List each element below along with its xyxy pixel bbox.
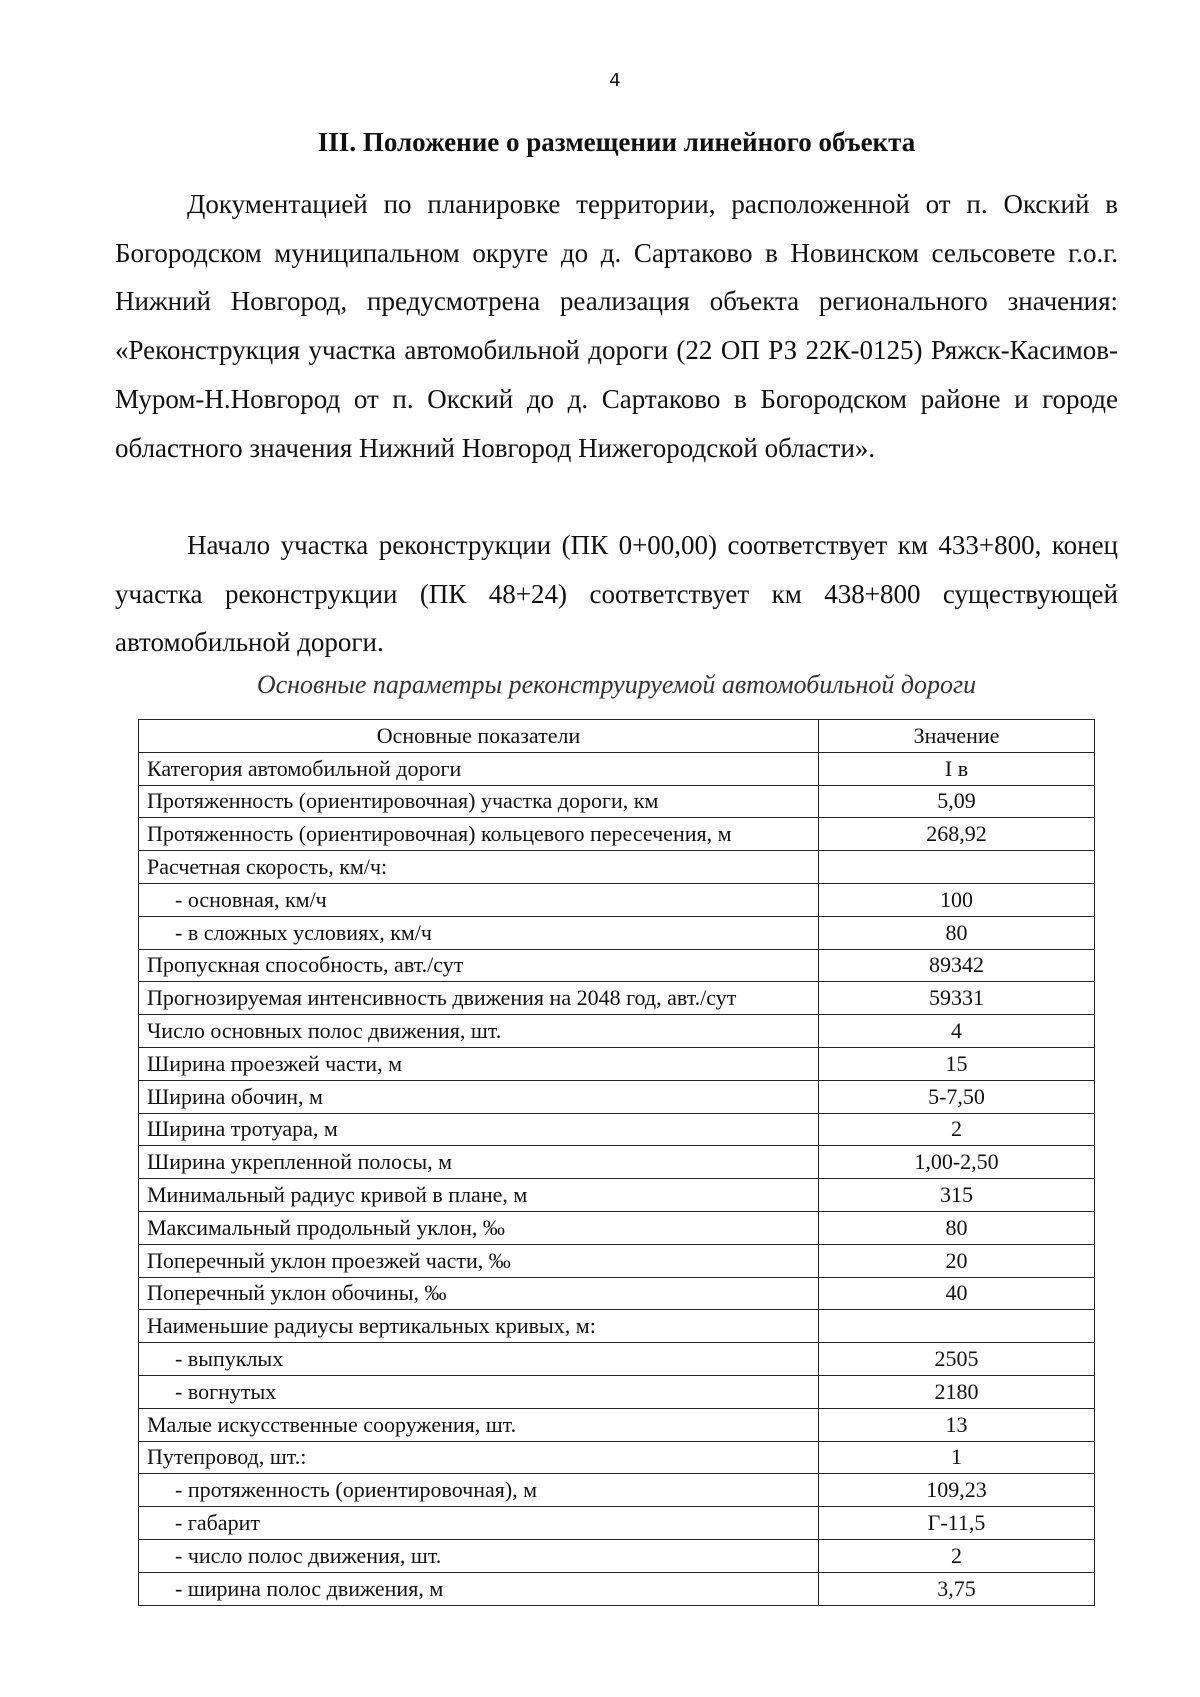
row-label: - ширина полос движения, м xyxy=(139,1572,819,1605)
row-value: 80 xyxy=(819,916,1095,949)
row-label: Категория автомобильной дороги xyxy=(139,752,819,785)
row-label: Ширина укрепленной полосы, м xyxy=(139,1146,819,1179)
row-label: - протяженность (ориентировочная), м xyxy=(139,1474,819,1507)
row-value: 13 xyxy=(819,1408,1095,1441)
row-label: - вогнутых xyxy=(139,1375,819,1408)
row-value: 100 xyxy=(819,883,1095,916)
page-number: 4 xyxy=(609,70,621,91)
header-value: Значение xyxy=(819,720,1095,753)
table-row xyxy=(139,1179,1095,1212)
row-value: 3,75 xyxy=(819,1572,1095,1605)
table-caption: Основные параметры реконструируемой автомобильной дороги xyxy=(256,670,977,699)
row-value: 15 xyxy=(819,1047,1095,1080)
row-value: 40 xyxy=(819,1277,1095,1310)
table-row xyxy=(139,818,1095,851)
table-row xyxy=(139,752,1095,785)
parameters-table xyxy=(138,719,1095,1606)
row-label: - габарит xyxy=(139,1507,819,1540)
row-value: 20 xyxy=(819,1244,1095,1277)
table-row xyxy=(139,1146,1095,1179)
row-value: 2505 xyxy=(819,1343,1095,1376)
row-value xyxy=(819,851,1095,884)
row-label: Число основных полос движения, шт. xyxy=(139,1015,819,1048)
table-row xyxy=(139,1507,1095,1540)
row-value: 5-7,50 xyxy=(819,1080,1095,1113)
paragraph-project-description: Документацией по планировке территории, расположенной от п. Окский в Богородском муниципальном округе до д. Сартаково в Новинском сельсовете г.о.г. Нижний Новгород, предусмотрена реализация объекта регионального значения: «Реконструкция участка автомобильной дороги (22 ОП РЗ 22К-0125) Ряжск-Касимов-Муром-Н.Новгород от п. Окский до д. Сартаково в Богородском районе и городе областного значения Нижний Новгород Нижегородской области». xyxy=(115,189,1118,463)
table-row xyxy=(139,1277,1095,1310)
row-label: Путепровод, шт.: xyxy=(139,1441,819,1474)
row-value: Г-11,5 xyxy=(819,1507,1095,1540)
row-label: Малые искусственные сооружения, шт. xyxy=(139,1408,819,1441)
row-value: 80 xyxy=(819,1211,1095,1244)
row-label: Минимальный радиус кривой в плане, м xyxy=(139,1179,819,1212)
table-row xyxy=(139,949,1095,982)
row-label: Поперечный уклон обочины, ‰ xyxy=(139,1277,819,1310)
row-value: I в xyxy=(819,752,1095,785)
row-value: 4 xyxy=(819,1015,1095,1048)
table-row xyxy=(139,1343,1095,1376)
table-row xyxy=(139,1244,1095,1277)
row-value: 2 xyxy=(819,1113,1095,1146)
table-row xyxy=(139,1375,1095,1408)
table-header-row xyxy=(139,720,1095,753)
row-label: - в сложных условиях, км/ч xyxy=(139,916,819,949)
row-value: 89342 xyxy=(819,949,1095,982)
table-row xyxy=(139,1113,1095,1146)
table-row xyxy=(139,1474,1095,1507)
table-row xyxy=(139,785,1095,818)
row-label: Прогнозируемая интенсивность движения на 2048 год, авт./сут xyxy=(139,982,819,1015)
table-row xyxy=(139,851,1095,884)
header-indicators: Основные показатели xyxy=(139,720,819,753)
row-label: Ширина тротуара, м xyxy=(139,1113,819,1146)
table-row xyxy=(139,1572,1095,1605)
row-label: Расчетная скорость, км/ч: xyxy=(139,851,819,884)
paragraph-section-limits: Начало участка реконструкции (ПК 0+00,00) соответствует км 433+800, конец участка реконструкции (ПК 48+24) соответствует км 438+800 существующей автомобильной дороги. xyxy=(115,530,1118,658)
row-label: Пропускная способность, авт./сут xyxy=(139,949,819,982)
table-row xyxy=(139,982,1095,1015)
table-body xyxy=(139,752,1095,1605)
row-value: 1 xyxy=(819,1441,1095,1474)
row-value: 1,00-2,50 xyxy=(819,1146,1095,1179)
row-value: 268,92 xyxy=(819,818,1095,851)
row-label: Протяженность (ориентировочная) кольцевого пересечения, м xyxy=(139,818,819,851)
row-label: - число полос движения, шт. xyxy=(139,1539,819,1572)
row-value xyxy=(819,1310,1095,1343)
row-label: - выпуклых xyxy=(139,1343,819,1376)
table-row xyxy=(139,1539,1095,1572)
row-label: Наименьшие радиусы вертикальных кривых, м: xyxy=(139,1310,819,1343)
row-label: Поперечный уклон проезжей части, ‰ xyxy=(139,1244,819,1277)
table-row xyxy=(139,1310,1095,1343)
table-row xyxy=(139,916,1095,949)
table-row xyxy=(139,1047,1095,1080)
row-label: Ширина обочин, м xyxy=(139,1080,819,1113)
table-row xyxy=(139,1441,1095,1474)
table-row xyxy=(139,883,1095,916)
row-value: 2180 xyxy=(819,1375,1095,1408)
table-row xyxy=(139,1080,1095,1113)
row-value: 59331 xyxy=(819,982,1095,1015)
section-title: III. Положение о размещении линейного объекта xyxy=(317,127,916,157)
row-value: 109,23 xyxy=(819,1474,1095,1507)
row-label: Ширина проезжей части, м xyxy=(139,1047,819,1080)
row-value: 315 xyxy=(819,1179,1095,1212)
row-value: 5,09 xyxy=(819,785,1095,818)
table-row xyxy=(139,1408,1095,1441)
row-label: - основная, км/ч xyxy=(139,883,819,916)
row-label: Протяженность (ориентировочная) участка дороги, км xyxy=(139,785,819,818)
table-row xyxy=(139,1015,1095,1048)
row-value: 2 xyxy=(819,1539,1095,1572)
table-row xyxy=(139,1211,1095,1244)
row-label: Максимальный продольный уклон, ‰ xyxy=(139,1211,819,1244)
